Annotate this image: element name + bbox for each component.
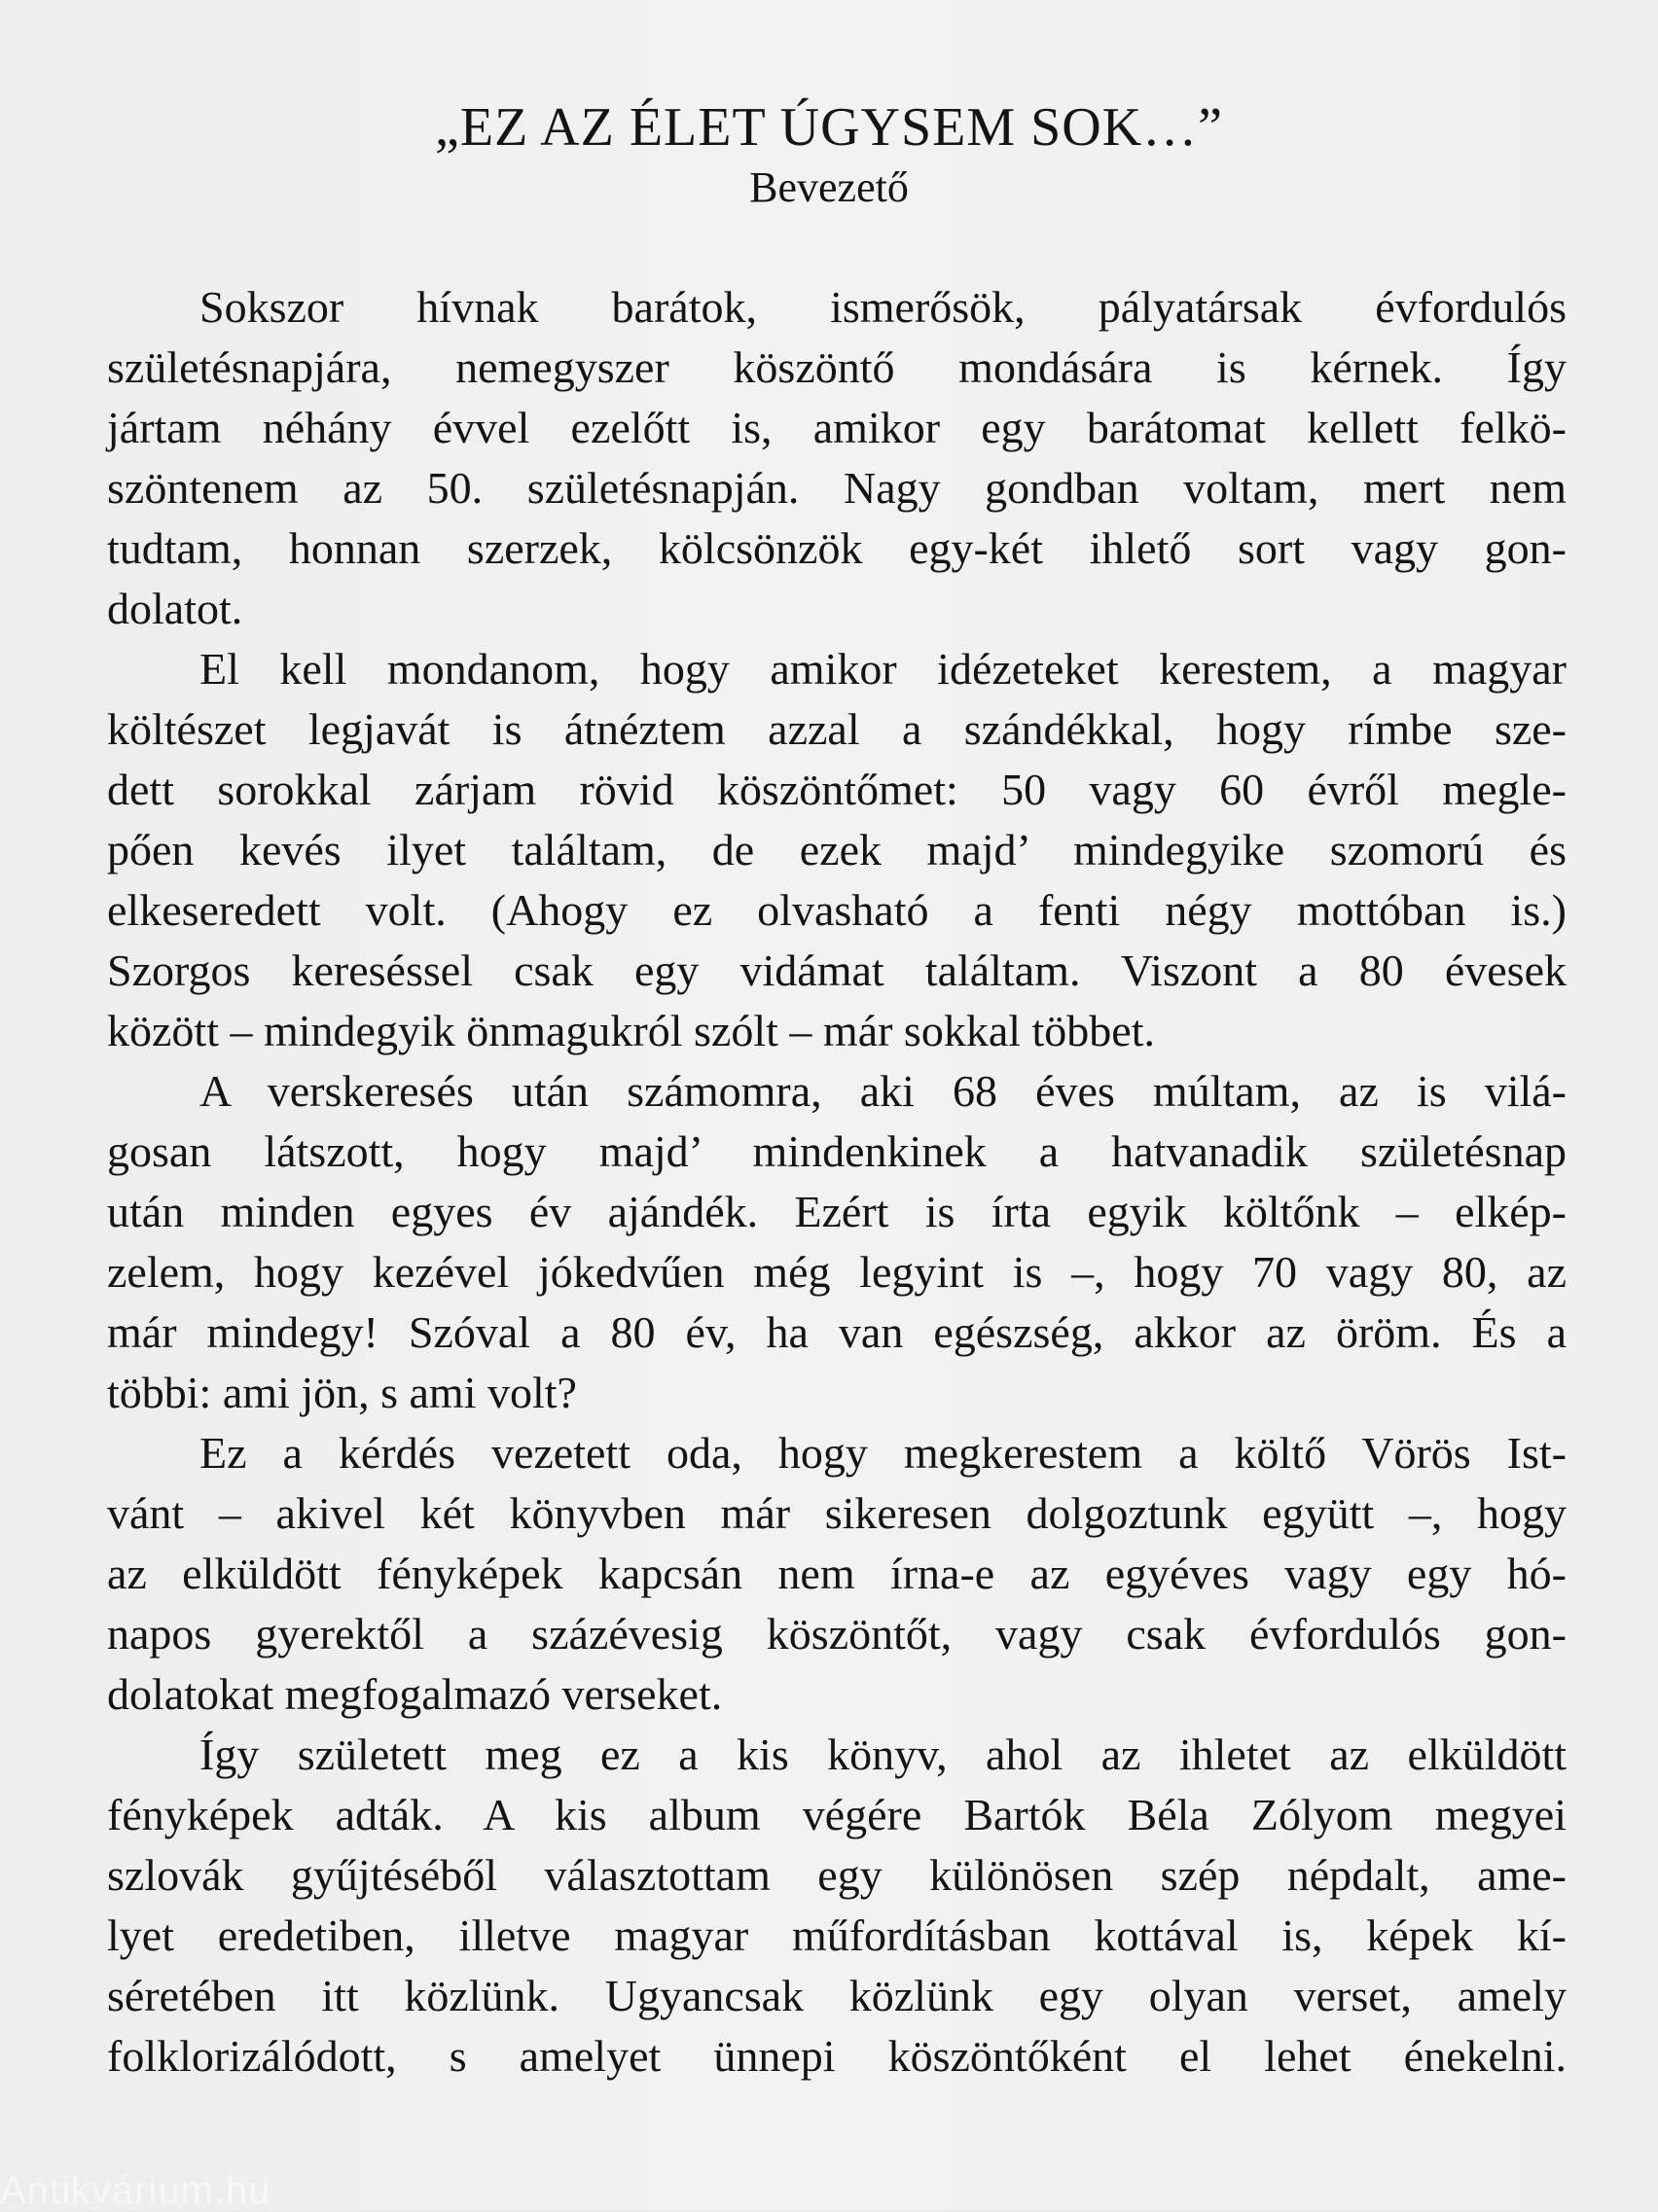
text-line: jártam néhány évvel ezelőtt is, amikor egy barátomat kellett felkö-: [107, 403, 1567, 452]
text-line: dolatokat megfogalmazó verseket.: [107, 1669, 723, 1719]
text-line: A verskeresés után számomra, aki 68 éves múltam, az is vilá-: [199, 1066, 1567, 1116]
text-line: költészet legjavát is átnéztem azzal a szándékkal, hogy rímbe sze-: [107, 704, 1567, 754]
watermark: Antikvárium.hu: [0, 2169, 271, 2212]
text-line: születésnapjára, nemegyszer köszöntő mondására is kérnek. Így: [107, 342, 1567, 392]
text-line: folklorizálódott, s amelyet ünnepi köszöntőként el lehet énekelni.: [107, 2031, 1567, 2081]
text-line: El kell mondanom, hogy amikor idézeteket kerestem, a magyar: [199, 644, 1567, 694]
text-line: elkeseredett volt. (Ahogy ez olvasható a fenti négy mottóban is.): [107, 885, 1567, 935]
text-line: szöntenem az 50. születésnapján. Nagy gondban voltam, mert nem: [107, 463, 1567, 513]
text-line: szlovák gyűjtéséből választottam egy különösen szép népdalt, ame-: [107, 1850, 1567, 1900]
text-line: tudtam, honnan szerzek, kölcsönzök egy-két ihlető sort vagy gon-: [107, 523, 1567, 573]
text-line: már mindegy! Szóval a 80 év, ha van egészség, akkor az öröm. És a: [107, 1307, 1567, 1357]
text-line: többi: ami jön, s ami volt?: [107, 1368, 577, 1417]
text-line: után minden egyes év ajándék. Ezért is írta egyik költőnk – elkép-: [107, 1187, 1567, 1236]
text-line: gosan látszott, hogy majd’ mindenkinek a hatvanadik születésnap: [107, 1126, 1567, 1176]
text-line: pően kevés ilyet találtam, de ezek majd’ mindegyike szomorú és: [107, 825, 1567, 874]
text-line: vánt – akivel két könyvben már sikeresen dolgoztunk együtt –, hogy: [107, 1488, 1567, 1538]
text-line: Ez a kérdés vezetett oda, hogy megkerestem a költő Vörös Ist-: [199, 1428, 1567, 1478]
text-line: Így született meg ez a kis könyv, ahol az ihletet az elküldött: [199, 1730, 1567, 1779]
chapter-subtitle: Bevezető: [749, 163, 909, 211]
chapter-title: „EZ AZ ÉLET ÚGYSEM SOK…”: [435, 97, 1223, 158]
text-line: Sokszor hívnak barátok, ismerősök, pályatársak évfordulós: [199, 282, 1567, 332]
text-line: dett sorokkal zárjam rövid köszöntőmet: 50 vagy 60 évről megle-: [107, 765, 1567, 814]
text-line: séretében itt közlünk. Ugyancsak közlünk egy olyan verset, amely: [107, 1971, 1567, 2020]
text-line: lyet eredetiben, illetve magyar műfordításban kottával is, képek kí-: [107, 1910, 1567, 1960]
text-line: Szorgos kereséssel csak egy vidámat találtam. Viszont a 80 évesek: [107, 945, 1567, 995]
text-line: között – mindegyik önmagukról szólt – már sokkal többet.: [107, 1006, 1156, 1055]
text-line: dolatot.: [107, 584, 243, 633]
text-line: napos gyerektől a százévesig köszöntőt, vagy csak évfordulós gon-: [107, 1609, 1567, 1659]
text-line: az elküldött fényképek kapcsán nem írna-e az egyéves vagy egy hó-: [107, 1549, 1567, 1598]
text-line: fényképek adták. A kis album végére Bartók Béla Zólyom megyei: [107, 1790, 1567, 1839]
body-text: [107, 277, 1567, 2087]
text-line: zelem, hogy kezével jókedvűen még legyint is –, hogy 70 vagy 80, az: [107, 1247, 1567, 1297]
